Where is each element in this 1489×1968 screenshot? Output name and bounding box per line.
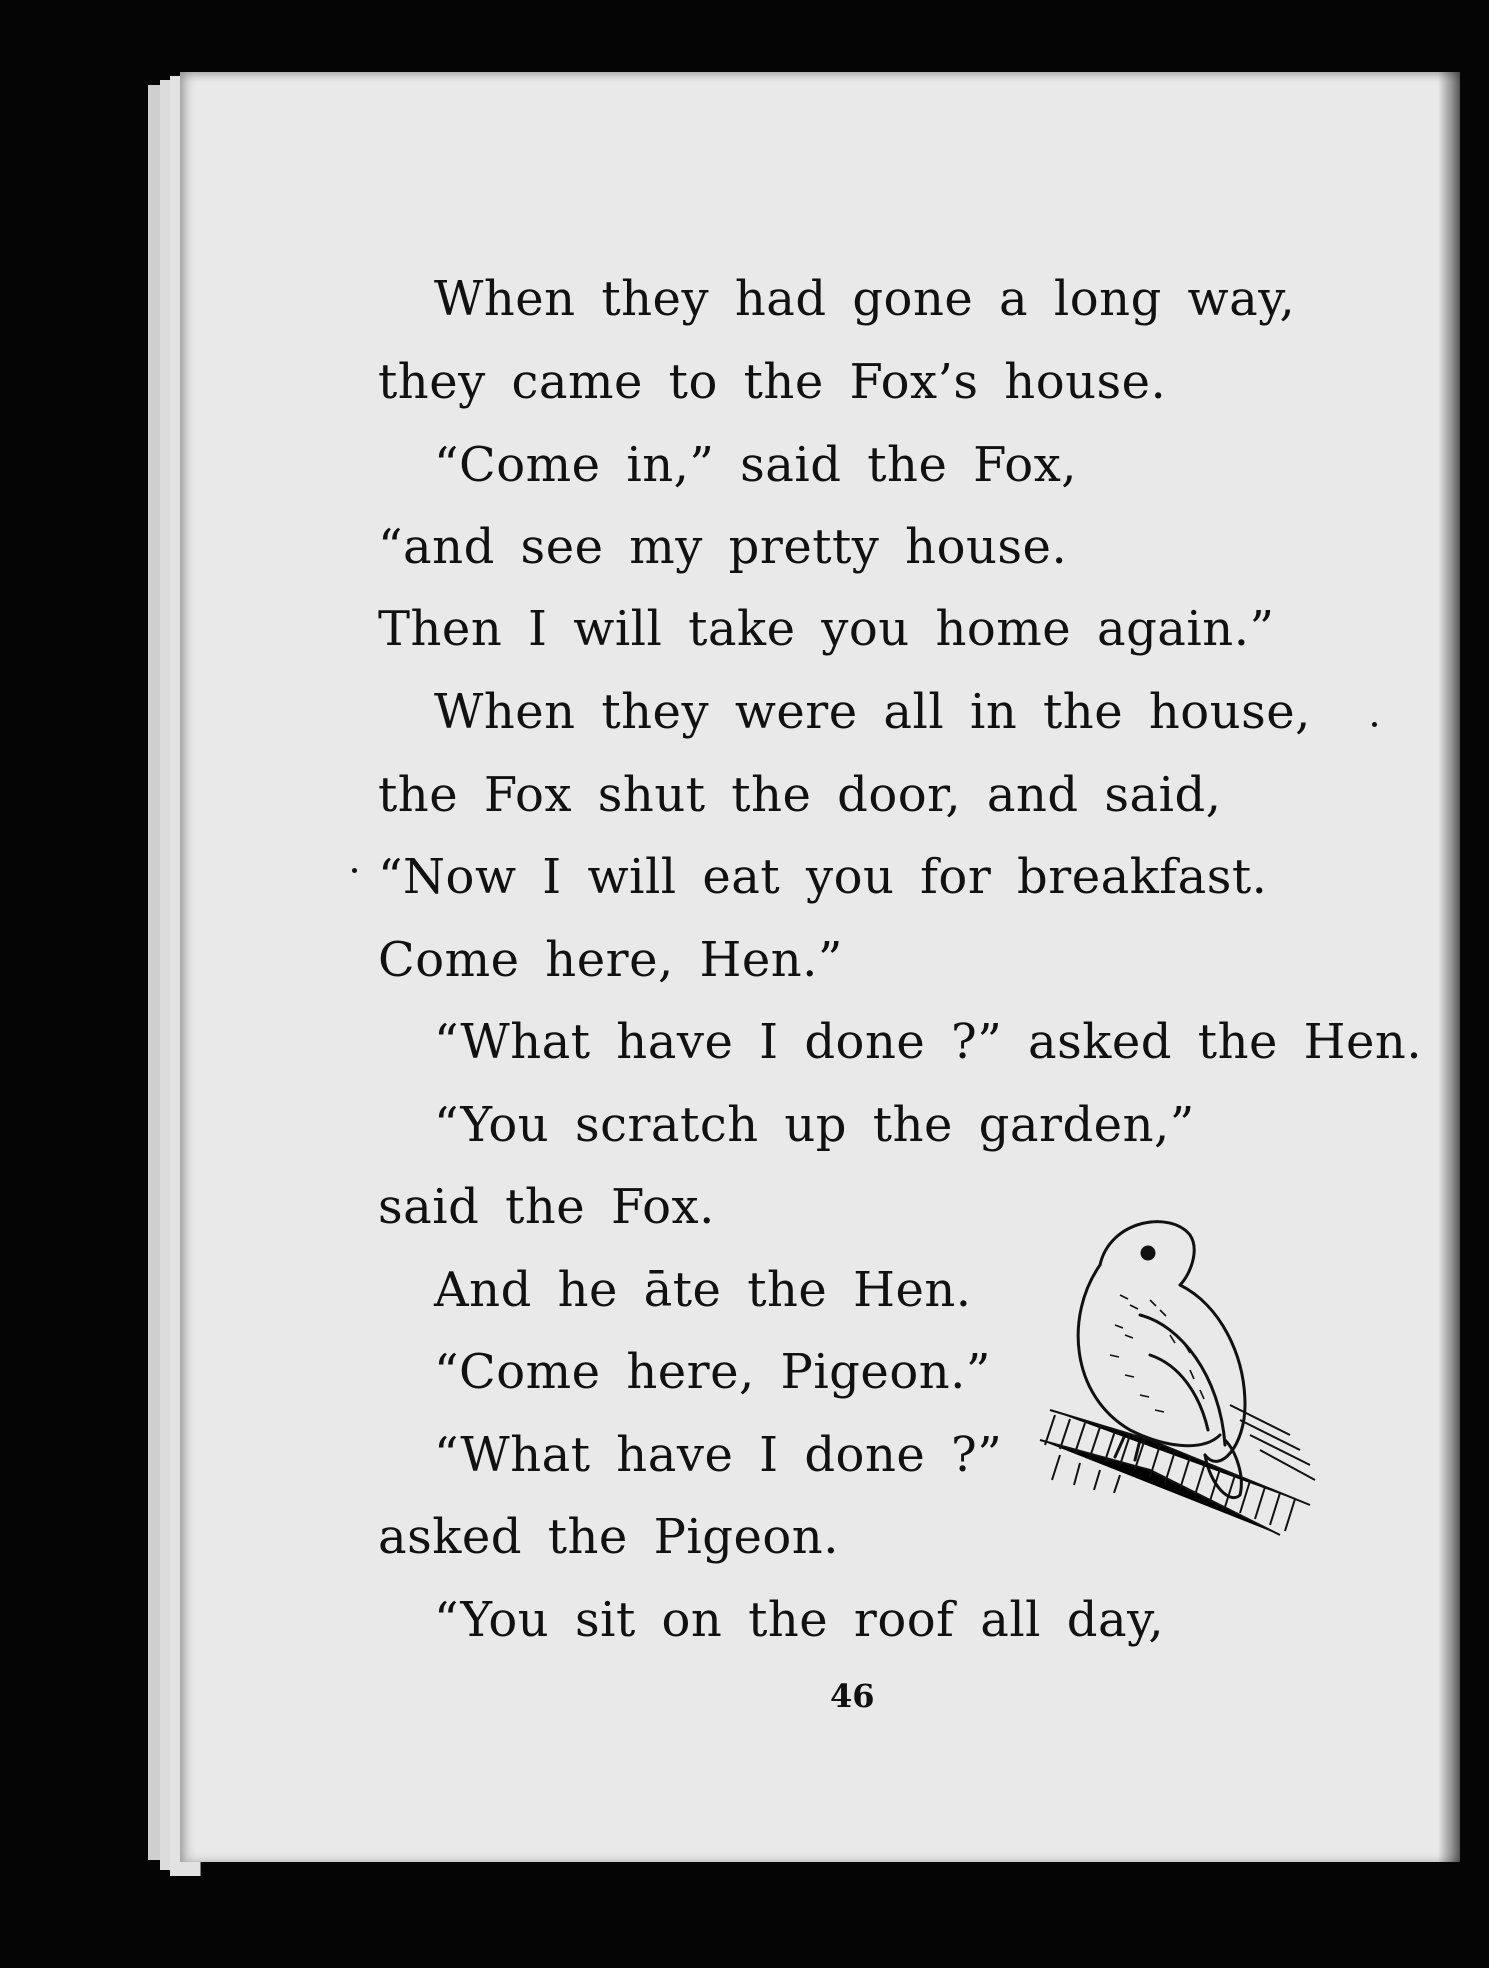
text-line: “What have I done ?”	[434, 1427, 1003, 1483]
text-line: “Now I will eat you for breakfast.	[378, 849, 1268, 905]
text-line: “Come in,” said the Fox,	[434, 437, 1078, 493]
stray-mark	[352, 868, 357, 873]
text-line: they came to the Fox’s house.	[378, 354, 1167, 410]
text-line: When they had gone a long way,	[434, 271, 1296, 327]
text-line: asked the Pigeon.	[378, 1509, 839, 1565]
text-line: “What have I done ?” asked the Hen.	[434, 1014, 1423, 1070]
text-line: “You sit on the roof all day,	[434, 1592, 1165, 1648]
text-line: When they were all in the house,	[434, 684, 1311, 740]
page-number: 46	[830, 1677, 875, 1715]
text-line: “and see my pretty house.	[378, 519, 1068, 575]
text-line: Come here, Hen.”	[378, 932, 843, 988]
text-line: And he āte the Hen.	[434, 1262, 972, 1318]
stray-mark	[1372, 722, 1377, 727]
text-line: “You scratch up the garden,”	[434, 1097, 1195, 1153]
text-line: said the Fox.	[378, 1179, 715, 1235]
page-shadow	[1438, 72, 1460, 1862]
text-line: “Come here, Pigeon.”	[434, 1344, 991, 1400]
pigeon-illustration	[1030, 1205, 1330, 1555]
text-line: Then I will take you home again.”	[378, 601, 1275, 657]
text-line: the Fox shut the door, and said,	[378, 767, 1222, 823]
